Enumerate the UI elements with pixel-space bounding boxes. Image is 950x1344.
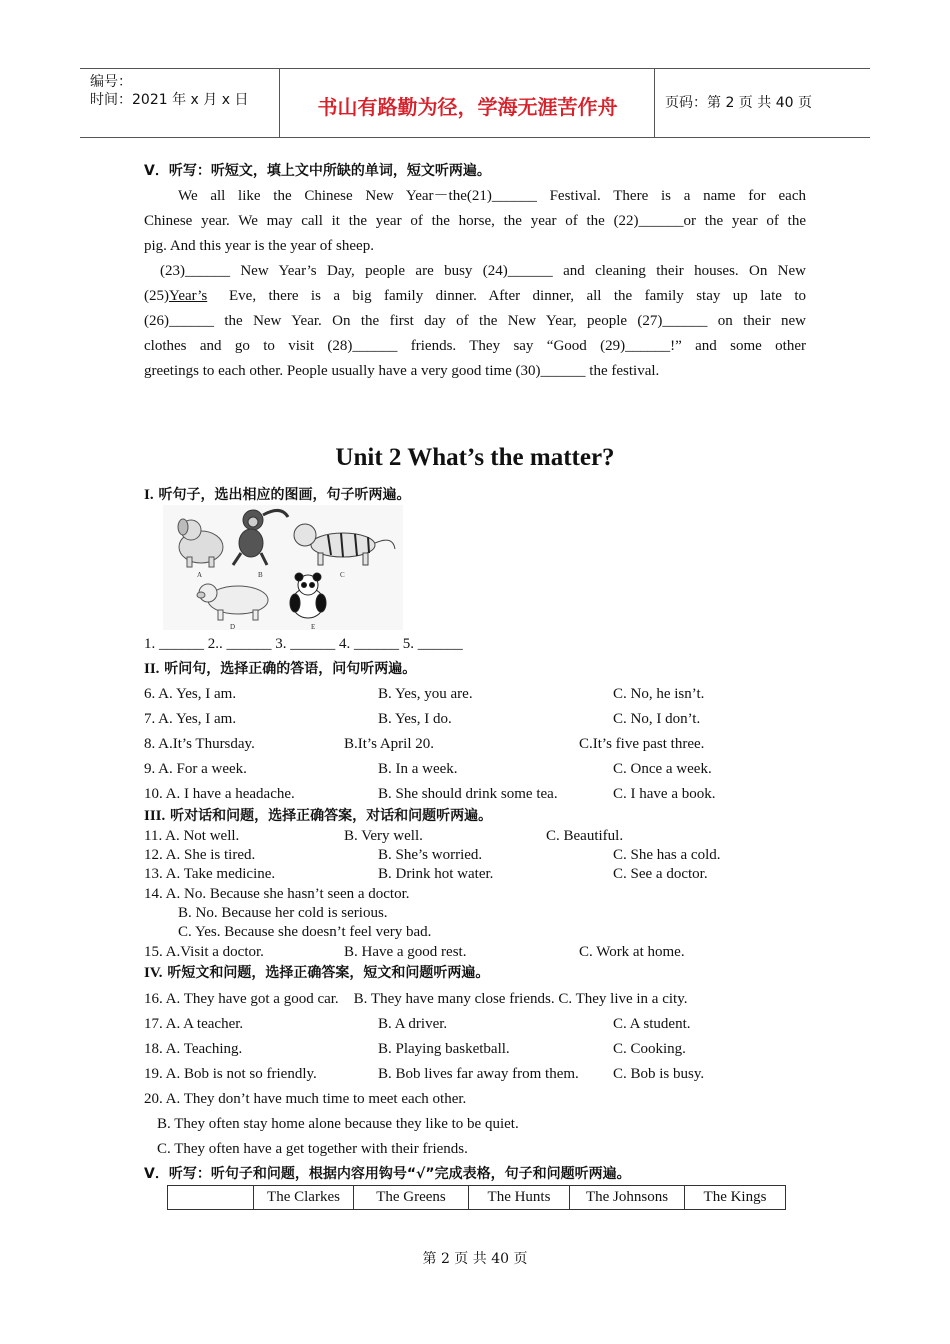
image-label-d: D [230, 623, 236, 630]
option-a: 17. A. A teacher. [144, 1016, 244, 1032]
header-motto-cell [281, 69, 655, 137]
option-c: C. Bob is busy. [613, 1066, 705, 1082]
section3-number: III. [144, 808, 166, 824]
passage-line-25 [144, 287, 806, 305]
section4-text: 听短文和问题，选择正确答案，短文和问题听两遍。 [162, 965, 490, 981]
option-c: C. I have a book. [613, 786, 716, 802]
question-16: 16. A. They have got a good car. B. They have many close friends. C. They live in a city. [144, 991, 688, 1007]
image-label-e: E [311, 623, 316, 630]
animal-pictures [163, 505, 403, 630]
option-b: B. In a week. [378, 761, 458, 777]
section1-text: 听句子，选出相应的图画，句子听两遍。 [153, 487, 411, 503]
option-b: B. Very well. [344, 828, 423, 844]
option-a: 7. A. Yes, I am. [144, 711, 237, 727]
option-a: 18. A. Teaching. [144, 1041, 243, 1057]
option-a: 10. A. I have a headache. [144, 786, 295, 802]
section2-heading [144, 660, 416, 678]
option-b: B. Drink hot water. [378, 866, 494, 882]
option-a: 13. A. Take medicine. [144, 866, 276, 882]
time-label: 时间：2021 年 x 月 x 日 [90, 92, 249, 108]
option-c: C. See a doctor. [613, 866, 708, 882]
table-header-cell: The Clarkes [254, 1186, 354, 1210]
motto: 书山有路勤为径，学海无涯苦作舟 [317, 95, 618, 119]
q14-option-c: C. Yes. Because she doesn’t feel very bad. [178, 924, 432, 940]
option-c: C. Cooking. [613, 1041, 686, 1057]
table-header-cell: The Kings [685, 1186, 786, 1210]
image-label-b: B [258, 571, 263, 579]
option-a: 9. A. For a week. [144, 761, 247, 777]
q14-option-a: 14. A. No. Because she hasn’t seen a doctor. [144, 886, 410, 902]
q20-option-a: 20. A. They don’t have much time to meet each other. [144, 1091, 467, 1107]
passage-line: Eve, there is a big family dinner. After dinner, all the family stay up late to [229, 288, 806, 304]
section2-number: II. [144, 661, 160, 677]
option-b: B. Have a good rest. [344, 944, 467, 960]
code-label: 编号： [90, 74, 132, 90]
option-c: C. Once a week. [613, 761, 712, 777]
option-a: 15. A.Visit a doctor. [144, 944, 264, 960]
passage-line: (26)______ the New Year. On the first day of the New Year, people (27)______ on their new [144, 313, 806, 329]
passage-line: (23)______ New Year’s Day, people are busy (24)______ and cleaning their houses. On New [160, 263, 806, 279]
option-c: C. She has a cold. [613, 847, 721, 863]
option-b: B.It’s April 20. [344, 736, 435, 752]
section2-text: 听问句，选择正确的答语，问句听两遍。 [159, 661, 417, 677]
page-footer: 第 2 页 共 40 页 [422, 1251, 528, 1267]
table-row [168, 1186, 786, 1210]
section1-answers: 1. ______ 2.. ______ 3. ______ 4. ______ 5. ______ [144, 636, 463, 652]
option-a: 19. A. Bob is not so friendly. [144, 1066, 317, 1082]
table-header-cell [168, 1186, 254, 1210]
section3-heading [144, 807, 492, 825]
header-meta [80, 69, 280, 137]
passage-line: We all like the Chinese New Year－the(21)______ Festival. There is a name for each [178, 188, 806, 204]
option-b: B. She should drink some tea. [378, 786, 558, 802]
passage-line: clothes and go to visit (28)______ friends. They say “Good (29)______!” and some other [144, 338, 806, 354]
section4-number: IV. [144, 965, 163, 981]
passage-line: greetings to each other. People usually have a very good time (30)______ the festival. [144, 363, 660, 379]
passage-line: pig. And this year is the year of sheep. [144, 238, 374, 254]
unit-title: Unit 2 What’s the matter? [335, 444, 615, 471]
passage-line: Chinese year. We may call it the year of the horse, the year of the (22)______or the year of the [144, 213, 806, 229]
option-c: C. No, I don’t. [613, 711, 701, 727]
table-header-cell: The Johnsons [570, 1186, 685, 1210]
option-c: C.It’s five past three. [579, 736, 705, 752]
option-b: B. Yes, I do. [378, 711, 452, 727]
q14-option-b: B. No. Because her cold is serious. [178, 905, 388, 921]
option-a: 12. A. She is tired. [144, 847, 256, 863]
option-b: B. A driver. [378, 1016, 448, 1032]
option-c: C. Work at home. [579, 944, 685, 960]
option-c: C. No, he isn’t. [613, 686, 705, 702]
image-label-a: A [197, 571, 203, 579]
section4-heading [144, 964, 489, 982]
section3-text: 听对话和问题，选择正确答案，对话和问题听两遍。 [165, 808, 493, 824]
page-header [80, 68, 870, 138]
option-a: 6. A. Yes, I am. [144, 686, 237, 702]
section1-heading [144, 486, 410, 504]
option-c: C. Beautiful. [546, 828, 624, 844]
section5b-heading: V．听写：听句子和问题，根据内容用钩号“√”完成表格，句子和问题听两遍。 [144, 1166, 631, 1182]
blank-25-number: (25) [144, 288, 169, 304]
q20-option-b: B. They often stay home alone because they like to be quiet. [157, 1116, 519, 1132]
blank-25-word: Year’s [169, 288, 208, 304]
image-label-c: C [340, 571, 345, 579]
option-b: B. Bob lives far away from them. [378, 1066, 579, 1082]
answer-table [167, 1185, 786, 1210]
option-a: 11. A. Not well. [144, 828, 240, 844]
table-header-cell: The Greens [354, 1186, 469, 1210]
table-header-cell: The Hunts [469, 1186, 570, 1210]
section1-number: I. [144, 487, 154, 503]
option-b: B. Playing basketball. [378, 1041, 510, 1057]
page-label: 页码：第 2 页 共 40 页 [665, 95, 812, 111]
section5a-heading: V．听写：听短文，填上文中所缺的单词，短文听两遍。 [144, 163, 491, 179]
option-b: B. Yes, you are. [378, 686, 473, 702]
option-b: B. She’s worried. [378, 847, 483, 863]
option-c: C. A student. [613, 1016, 691, 1032]
q20-option-c: C. They often have a get together with their friends. [157, 1141, 468, 1157]
option-a: 8. A.It’s Thursday. [144, 736, 255, 752]
